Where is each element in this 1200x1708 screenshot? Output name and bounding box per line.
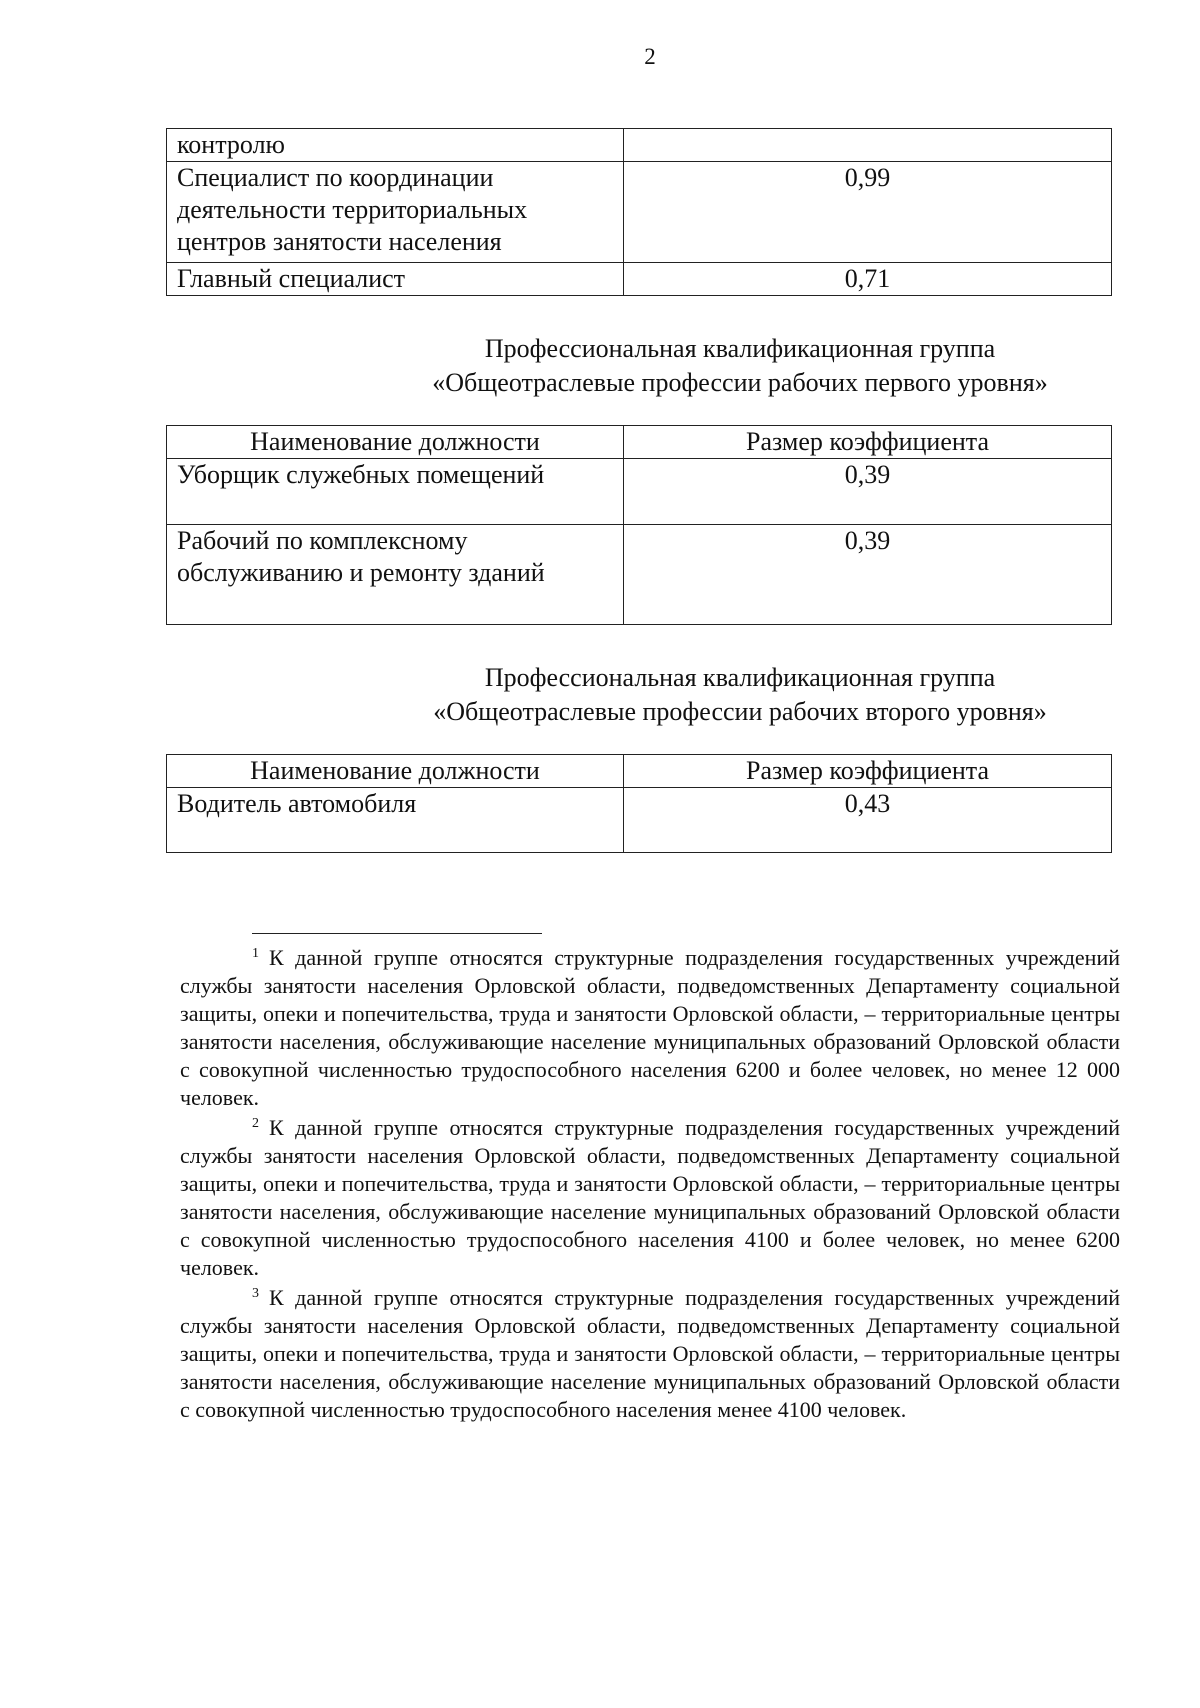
footnote-marker: 3	[252, 1286, 259, 1301]
column-header-coefficient: Размер коэффициента	[624, 755, 1112, 788]
position-name-cell: контролю	[167, 129, 624, 162]
group-heading-line: «Общеотраслевые профессии рабочих второго уровня»	[433, 697, 1047, 726]
group-heading-workers-level-2	[280, 661, 1200, 729]
table-row	[167, 129, 1112, 162]
group-heading-workers-level-1	[280, 332, 1200, 400]
footnotes	[180, 944, 1120, 1426]
group-heading-line: Профессиональная квалификационная группа	[484, 334, 996, 363]
footnote-3	[180, 1284, 1120, 1424]
footnote-text: К данной группе относятся структурные подразделения государственных учреждений службы занятости населения Орловской области, подведомственных Департаменту социальной защиты, опеки и попечительства, труда и занятости Орловской области, – территориальные центры занятости населения, обслуживающие население муниципальных образований Орловской области с совокупной численностью трудоспособного населения 6200 и более человек, но менее 12 000 человек.	[180, 945, 1120, 1110]
table-row	[167, 788, 1112, 853]
table-row	[167, 162, 1112, 263]
table-row	[167, 525, 1112, 625]
coefficient-cell	[624, 129, 1112, 162]
coefficient-cell: 0,99	[624, 162, 1112, 263]
footnote-1	[180, 944, 1120, 1112]
page-number: 2	[644, 44, 656, 69]
footnote-separator	[252, 933, 542, 934]
footnote-text: К данной группе относятся структурные подразделения государственных учреждений службы занятости населения Орловской области, подведомственных Департаменту социальной защиты, опеки и попечительства, труда и занятости Орловской области, – территориальные центры занятости населения, обслуживающие население муниципальных образований Орловской области с совокупной численностью трудоспособного населения 4100 и более человек, но менее 6200 человек.	[180, 1115, 1120, 1280]
column-header-position-name: Наименование должности	[167, 755, 624, 788]
coefficient-cell: 0,43	[624, 788, 1112, 853]
table-header-row	[167, 755, 1112, 788]
group-heading-line: Профессиональная квалификационная группа	[484, 663, 996, 692]
position-name-cell: Специалист по координации деятельности территориальных центров занятости населения	[167, 162, 624, 263]
coefficient-cell: 0,39	[624, 459, 1112, 525]
footnote-marker: 1	[252, 946, 259, 961]
position-name-cell: Уборщик служебных помещений	[167, 459, 624, 525]
column-header-position-name: Наименование должности	[167, 426, 624, 459]
table-row	[167, 459, 1112, 525]
coefficient-cell: 0,39	[624, 525, 1112, 625]
coefficient-table-workers-level-1	[166, 425, 1112, 625]
footnote-marker: 2	[252, 1116, 259, 1131]
position-name-cell: Главный специалист	[167, 263, 624, 296]
table-row	[167, 263, 1112, 296]
table-header-row	[167, 426, 1112, 459]
group-heading-line: «Общеотраслевые профессии рабочих первого уровня»	[432, 368, 1048, 397]
coefficient-table-workers-level-2	[166, 754, 1112, 853]
position-name-cell: Водитель автомобиля	[167, 788, 624, 853]
footnote-2	[180, 1114, 1120, 1282]
column-header-coefficient: Размер коэффициента	[624, 426, 1112, 459]
coefficient-cell: 0,71	[624, 263, 1112, 296]
footnote-text: К данной группе относятся структурные подразделения государственных учреждений службы занятости населения Орловской области, подведомственных Департаменту социальной защиты, опеки и попечительства, труда и занятости Орловской области, – территориальные центры занятости населения, обслуживающие население муниципальных образований Орловской области с совокупной численностью трудоспособного населения менее 4100 человек.	[180, 1285, 1120, 1422]
position-name-cell: Рабочий по комплексному обслуживанию и ремонту зданий	[167, 525, 624, 625]
coefficient-table-continued	[166, 128, 1112, 296]
